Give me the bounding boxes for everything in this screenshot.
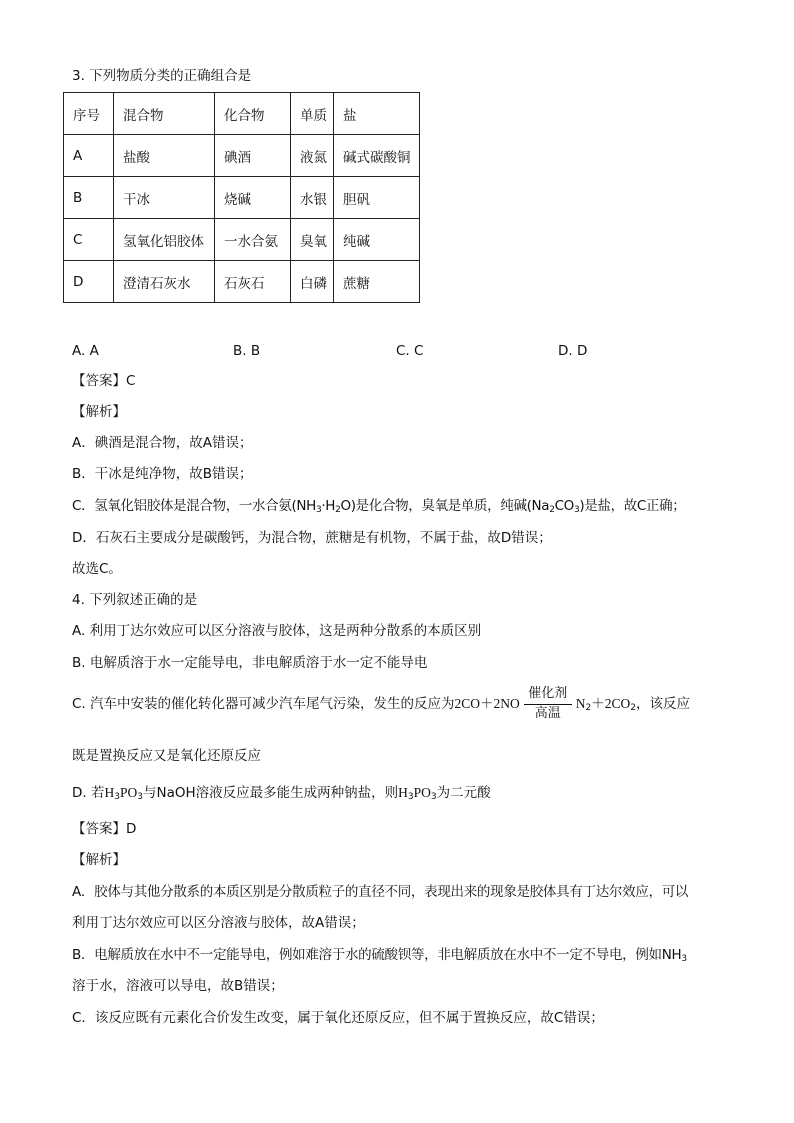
- table-header-cell: 序号: [64, 93, 114, 135]
- table-header-cell: 混合物: [114, 93, 215, 135]
- table-cell: 纯碱: [334, 219, 420, 261]
- option-d-text: 为二元酸: [436, 785, 491, 801]
- table-cell: 白磷: [291, 261, 334, 303]
- question-4-option-b: B. 电解质溶于水一定能导电，非电解质溶于水一定不能导电: [72, 655, 428, 671]
- analysis-label: 【解析】: [72, 852, 126, 868]
- table-cell: 澄清石灰水: [114, 261, 215, 303]
- analysis-c-text: O)是化合物，臭氧是单质，纯碱(Na: [340, 498, 550, 514]
- table-cell: 盐酸: [114, 135, 215, 177]
- table-cell: 石灰石: [215, 261, 291, 303]
- table-cell: 臭氧: [291, 219, 334, 261]
- subscript: 3: [315, 505, 322, 515]
- reaction-product: ＋2CO: [591, 696, 631, 711]
- question-4-title: 4. 下列叙述正确的是: [72, 592, 198, 608]
- subscript: 3: [430, 792, 437, 802]
- option-c-text: ，该反应: [636, 696, 691, 712]
- table-row: [64, 261, 420, 303]
- table-cell: 碱式碳酸铜: [334, 135, 420, 177]
- question-3-title: 3. 下列物质分类的正确组合是: [72, 68, 252, 84]
- table-cell: C: [64, 219, 114, 261]
- table-cell: 氢氧化铝胶体: [114, 219, 215, 261]
- subscript: 2: [549, 505, 555, 515]
- table-cell: A: [64, 135, 114, 177]
- table-cell: 液氮: [291, 135, 334, 177]
- analysis-c: C．该反应既有元素化合价发生改变，属于氧化还原反应，但不属于置换反应，故C错误；: [72, 1010, 604, 1026]
- table-header-row: [64, 93, 420, 135]
- question-4-option-a: A. 利用丁达尔效应可以区分溶液与胶体，这是两种分散系的本质区别: [72, 623, 482, 639]
- condition-label: 高温: [534, 706, 561, 721]
- analysis-d: D．石灰石主要成分是碳酸钙，为混合物，蔗糖是有机物，不属于盐，故D错误；: [72, 530, 552, 546]
- catalyst-label: 催化剂: [528, 686, 568, 701]
- option-d-text: D. 若: [72, 785, 105, 801]
- formula: PO: [119, 785, 138, 800]
- formula: H: [104, 785, 115, 800]
- option-d: D. D: [558, 343, 588, 359]
- subscript: 3: [114, 792, 120, 802]
- answer-label: 【答案】D: [72, 821, 137, 837]
- subscript: 2: [585, 703, 592, 713]
- analysis-b-text: B．电解质放在水中不一定能导电，例如难溶于水的硫酸钡等，非电解质放在水中不一定不导电，例如NH: [72, 947, 682, 963]
- table-row: [64, 219, 420, 261]
- reaction-arrow: [522, 686, 574, 722]
- analysis-b-line2: 溶于水，溶液可以导电，故B错误；: [72, 978, 284, 994]
- equals-line: [524, 704, 572, 705]
- table-cell: 碘酒: [215, 135, 291, 177]
- option-b: B. B: [233, 343, 261, 359]
- subscript: 2: [335, 505, 341, 515]
- table-cell: B: [64, 177, 114, 219]
- analysis-c-text: CO: [554, 498, 574, 514]
- option-c: C. C: [396, 343, 424, 359]
- conclusion: 故选C。: [72, 561, 122, 577]
- reaction-reactants: 2CO＋2NO: [454, 696, 520, 711]
- analysis-c-text: )是盐，故C正确；: [579, 498, 686, 514]
- formula: PO: [413, 785, 431, 800]
- table-row: [64, 177, 420, 219]
- classification-table: [63, 92, 420, 303]
- analysis-b-line1: [72, 945, 687, 965]
- question-4-option-c-line2: 既是置换反应又是氧化还原反应: [72, 748, 261, 764]
- subscript: 2: [630, 703, 637, 713]
- table-cell: 干冰: [114, 177, 215, 219]
- table-cell: 一水合氨: [215, 219, 291, 261]
- table-cell: 蔗糖: [334, 261, 420, 303]
- analysis-label: 【解析】: [72, 404, 126, 420]
- subscript: 3: [573, 505, 580, 515]
- analysis-c: [72, 496, 685, 516]
- reaction-product: N: [575, 696, 586, 711]
- option-c-text: C. 汽车中安装的催化转化器可减少汽车尾气污染，发生的反应为: [72, 696, 455, 712]
- table-header-cell: 化合物: [215, 93, 291, 135]
- answer-label: 【答案】C: [72, 373, 136, 389]
- table-cell: 水银: [291, 177, 334, 219]
- subscript: 3: [407, 792, 414, 802]
- table-cell: D: [64, 261, 114, 303]
- table-header-cell: 盐: [334, 93, 420, 135]
- table-cell: 烧碱: [215, 177, 291, 219]
- question-4-option-d: [72, 783, 491, 803]
- analysis-b: B．干冰是纯净物，故B错误；: [72, 466, 253, 482]
- question-4-option-c: [72, 686, 690, 722]
- subscript: 3: [681, 954, 687, 964]
- option-a: A. A: [72, 343, 99, 359]
- table-cell: 胆矾: [334, 177, 420, 219]
- table-header-cell: 单质: [291, 93, 334, 135]
- option-d-text: 与NaOH溶液反应最多能生成两种钠盐，则: [142, 785, 399, 801]
- formula: H: [398, 785, 408, 800]
- analysis-a-line2: 利用丁达尔效应可以区分溶液与胶体，故A错误；: [72, 915, 365, 931]
- analysis-c-text: C．氢氧化铝胶体是混合物，一水合氨(NH: [72, 498, 316, 514]
- analysis-a: A．碘酒是混合物，故A错误；: [72, 435, 253, 451]
- analysis-c-text: ·H: [321, 498, 336, 514]
- table-row: [64, 135, 420, 177]
- analysis-a-line1: A．胶体与其他分散系的本质区别是分散质粒子的直径不同，表现出来的现象是胶体具有丁达尔效应，可以: [72, 884, 689, 900]
- subscript: 3: [137, 792, 143, 802]
